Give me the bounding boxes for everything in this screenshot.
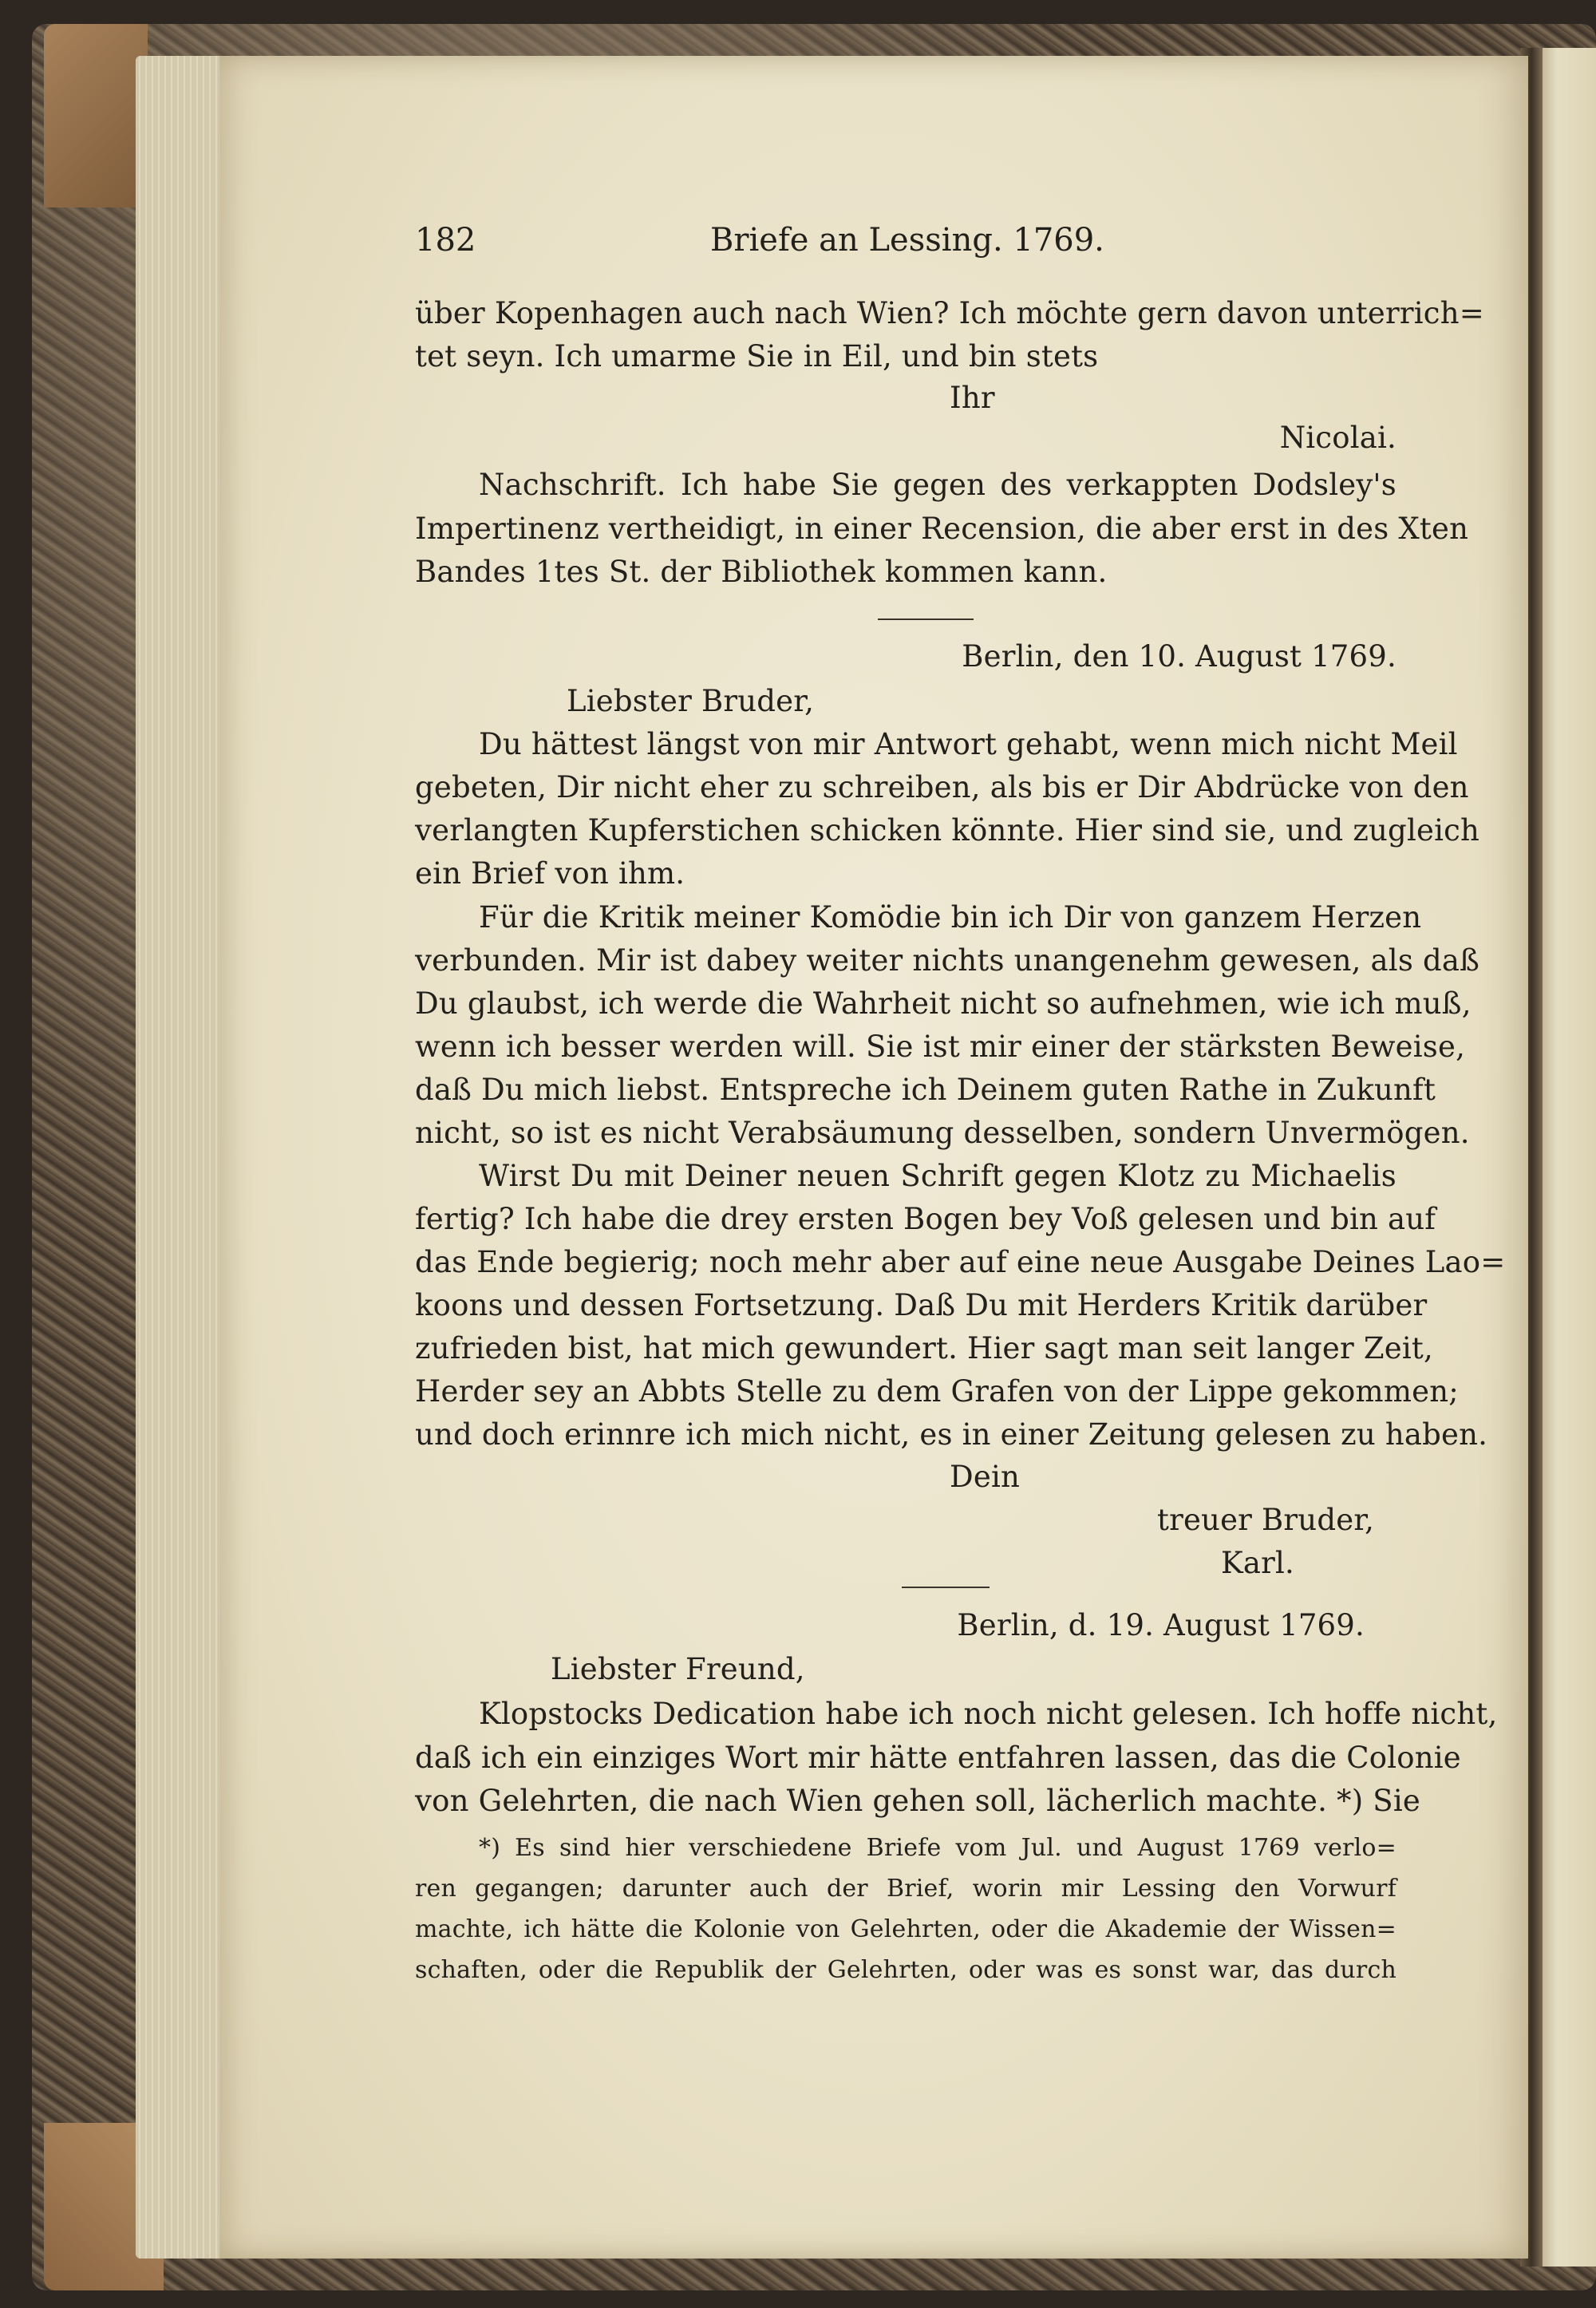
text-line: koons und dessen Fortsetzung. Daß Du mit Herders Kritik darüber	[415, 1288, 1428, 1322]
footnote-line: machte, ich hätte die Kolonie von Gelehrten, oder die Akademie der Wissen=	[415, 1915, 1396, 1943]
leather-corner-top	[44, 24, 148, 207]
footnote-line: *) Es sind hier verschiedene Briefe vom Jul. und August 1769 verlo=	[479, 1834, 1396, 1862]
text-line: daß ich ein einziges Wort mir hätte entfahren lassen, das die Colonie	[415, 1741, 1461, 1775]
divider-rule	[878, 618, 974, 620]
text-line: von Gelehrten, die nach Wien gehen soll, lächerlich machte. *) Sie	[415, 1784, 1420, 1818]
text-line: verlangten Kupferstichen schicken könnte. Hier sind sie, und zugleich	[415, 813, 1480, 848]
dateline: Berlin, d. 19. August 1769.	[957, 1608, 1365, 1642]
running-title: Briefe an Lessing. 1769.	[710, 222, 1104, 259]
text-line: Du glaubst, ich werde die Wahrheit nicht so aufnehmen, wie ich muß,	[415, 986, 1472, 1021]
text-line: Für die Kritik meiner Komödie bin ich Dir von ganzem Herzen	[479, 900, 1422, 935]
closing-line: treuer Bruder,	[1157, 1503, 1375, 1537]
text-line: Klopstocks Dedication habe ich noch nicht gelesen. Ich hoffe nicht,	[479, 1697, 1498, 1731]
signature: Nicolai.	[1279, 421, 1396, 455]
salutation: Liebster Freund,	[551, 1652, 805, 1686]
footnote-line: schaften, oder die Republik der Gelehrten, oder was es sonst war, das durch	[415, 1956, 1396, 1984]
text-line: Du hättest längst von mir Antwort gehabt, wenn mich nicht Meil	[479, 727, 1458, 761]
page-number: 182	[415, 222, 476, 259]
text-line: wenn ich besser werden will. Sie ist mir einer der stärksten Beweise,	[415, 1030, 1466, 1064]
text-line: über Kopenhagen auch nach Wien? Ich möchte gern davon unterrich=	[415, 296, 1484, 330]
text-line: Herder sey an Abbts Stelle zu dem Grafen von der Lippe gekommen;	[415, 1374, 1459, 1409]
dateline: Berlin, den 10. August 1769.	[962, 639, 1396, 674]
postscript-line: Bandes 1tes St. der Bibliothek kommen kann.	[415, 555, 1108, 589]
footnote-line: ren gegangen; darunter auch der Brief, worin mir Lessing den Vorwurf	[415, 1875, 1396, 1903]
text-line: Wirst Du mit Deiner neuen Schrift gegen Klotz zu Michaelis	[479, 1159, 1396, 1193]
text-line: zufrieden bist, hat mich gewundert. Hier sagt man seit langer Zeit,	[415, 1331, 1433, 1365]
text-line: gebeten, Dir nicht eher zu schreiben, als bis er Dir Abdrücke von den	[415, 770, 1469, 804]
closing-line: Dein	[950, 1460, 1021, 1494]
divider-rule	[902, 1587, 990, 1588]
text-line: ein Brief von ihm.	[415, 856, 685, 891]
text-line: daß Du mich liebst. Entspreche ich Deinem guten Rathe in Zukunft	[415, 1073, 1436, 1107]
text-line: das Ende begierig; noch mehr aber auf eine neue Ausgabe Deines Lao=	[415, 1245, 1506, 1279]
closing-line: Ihr	[950, 381, 995, 415]
salutation: Liebster Bruder,	[567, 684, 815, 718]
page-stack-edge	[136, 56, 223, 2259]
text-line: tet seyn. Ich umarme Sie in Eil, und bin stets	[415, 339, 1099, 373]
text-line: fertig? Ich habe die drey ersten Bogen bey Voß gelesen und bin auf	[415, 1202, 1436, 1236]
text-line: verbunden. Mir ist dabey weiter nichts unangenehm gewesen, als daß	[415, 943, 1480, 978]
text-line: nicht, so ist es nicht Verabsäumung desselben, sondern Unvermögen.	[415, 1116, 1470, 1150]
signature: Karl.	[1221, 1546, 1294, 1580]
text-line: und doch erinnre ich mich nicht, es in einer Zeitung gelesen zu haben.	[415, 1417, 1488, 1452]
postscript-line: Nachschrift. Ich habe Sie gegen des verkappten Dodsley's	[479, 468, 1396, 502]
postscript-line: Impertinenz vertheidigt, in einer Recension, die aber erst in des Xten	[415, 512, 1469, 546]
next-page-sliver	[1536, 48, 1596, 2267]
